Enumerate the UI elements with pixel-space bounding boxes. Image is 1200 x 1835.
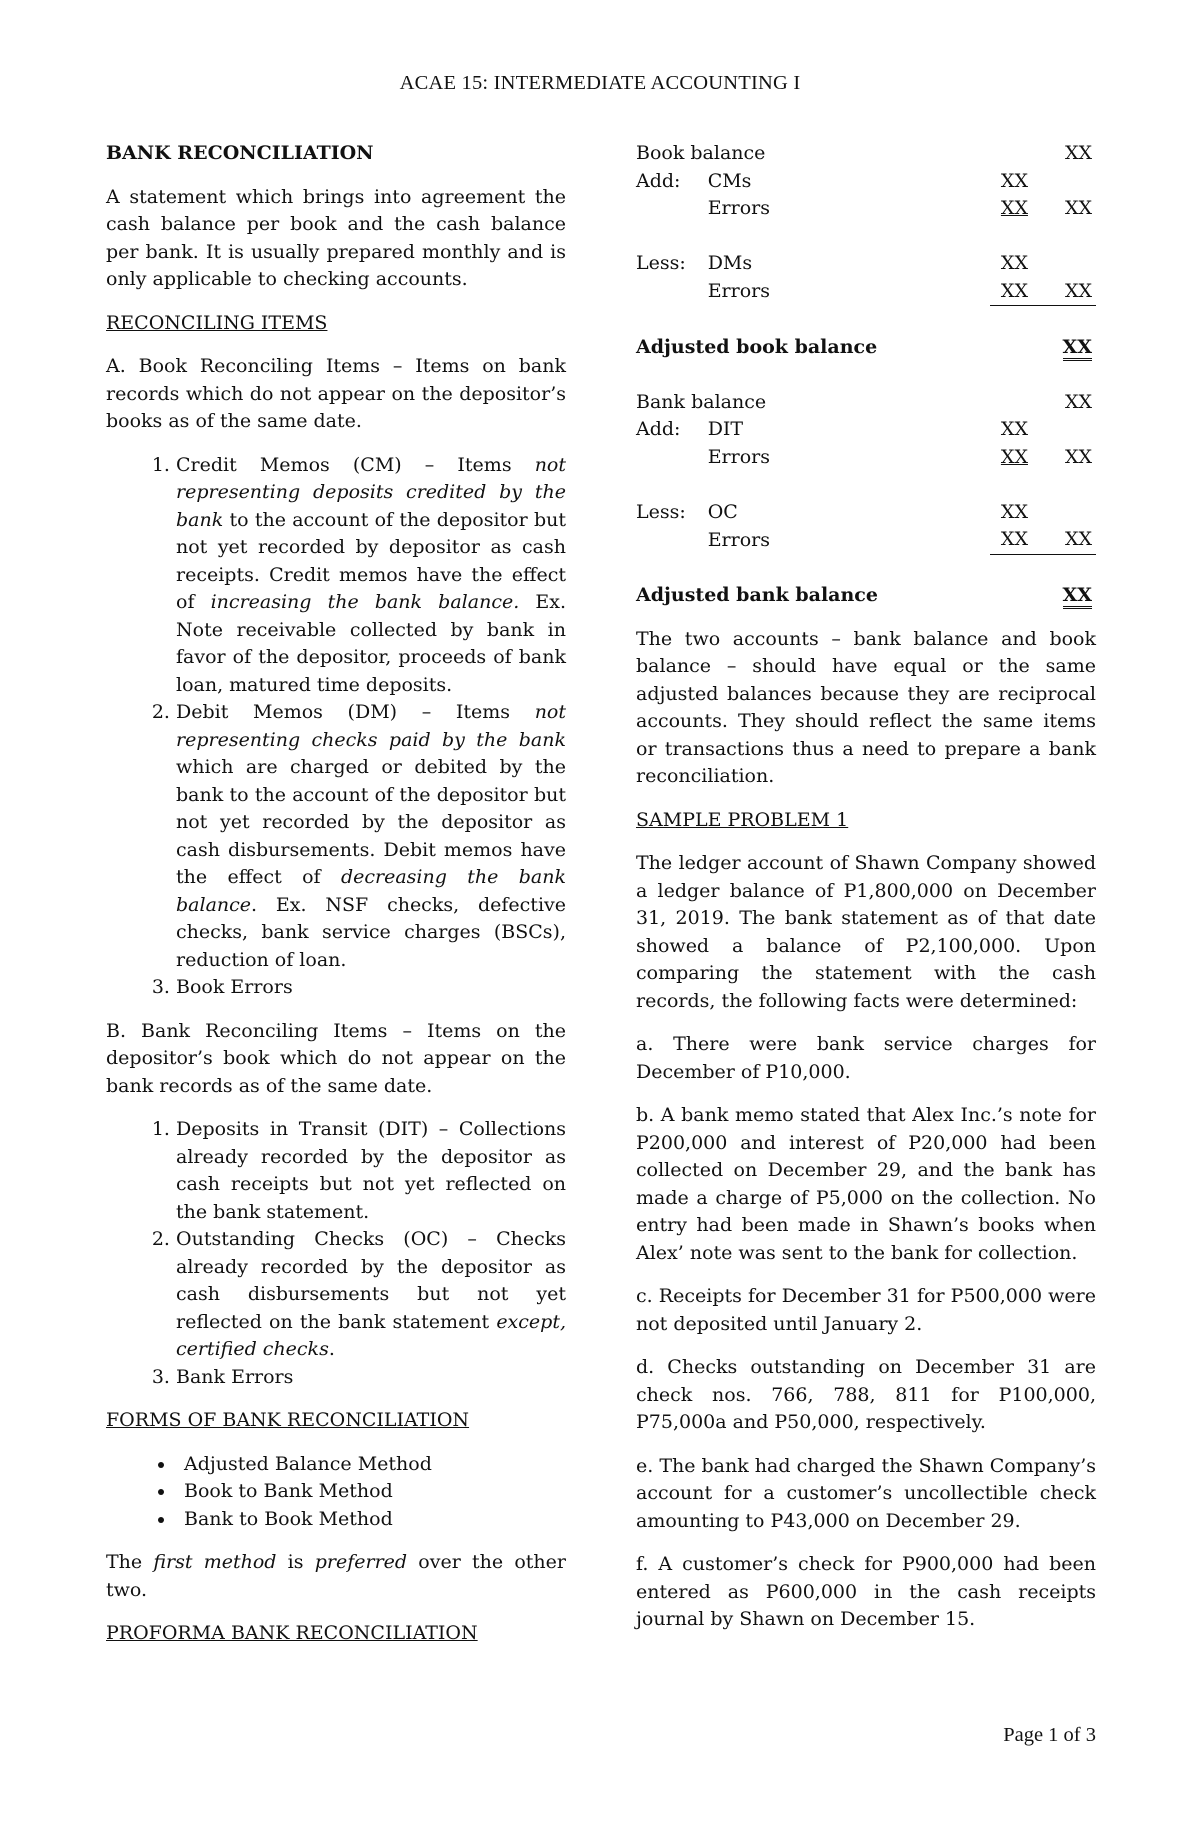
forms-list bbox=[106, 1451, 566, 1534]
table-row: Add: CMs XX bbox=[636, 169, 1028, 192]
reciprocal-accounts-paragraph: The two accounts – bank balance and book balance – should have equal or the same adjusted balances because they are reciprocal accounts. They should reflect the same items or transactions thus a need to prepare a bank reconciliation. bbox=[636, 627, 1096, 787]
book-reconciling-paragraph: A. Book Reconciling Items – Items on bank records which do not appear on the depositor’s books as of the same date. bbox=[106, 355, 566, 432]
proforma-table bbox=[636, 140, 1096, 610]
bank-reconciling-list bbox=[106, 1116, 566, 1391]
list-item-bank-errors: 3. Bank Errors bbox=[176, 1364, 566, 1392]
sample-problem-heading: SAMPLE PROBLEM 1 bbox=[636, 808, 849, 831]
table-row: Book balance XX bbox=[636, 140, 1096, 168]
table-row: Less: OC XX bbox=[636, 500, 1028, 523]
adjusted-book-balance-label: Adjusted book balance bbox=[636, 335, 878, 358]
bank-balance-label: Bank balance bbox=[636, 390, 767, 413]
list-item-deposits-in-transit: 1. Deposits in Transit (DIT) – Collections already recorded by the depositor as cash receipts but not yet reflected on the bank statement. bbox=[176, 1116, 566, 1226]
right-column bbox=[636, 140, 1096, 1650]
proforma-heading: PROFORMA BANK RECONCILIATION bbox=[106, 1622, 478, 1644]
problem-item-f: f. A customer’s check for P900,000 had been entered as P600,000 in the cash receipts journal by Shawn on December 15. bbox=[636, 1553, 1096, 1630]
table-row: Errors XX XX bbox=[636, 526, 1096, 554]
forms-heading: FORMS OF BANK RECONCILIATION bbox=[106, 1409, 470, 1431]
table-row: Less: DMs XX bbox=[636, 252, 1028, 274]
book-reconciling-list bbox=[106, 452, 566, 1002]
table-row: Bank balance XX bbox=[636, 389, 1096, 417]
table-row: Adjusted bank balance XX bbox=[636, 582, 1096, 610]
intro-paragraph: A statement which brings into agreement the cash balance per book and the cash balance per bank. It is usually prepared monthly and is only applicable to checking accounts. bbox=[106, 185, 566, 290]
list-item-credit-memos: 1. Credit Memos (CM) – Items not representing deposits credited by the bank to the account of the depositor but not yet recorded by depositor as cash receipts. Credit memos have the effect of increasing the bank balance. Ex. Note receivable collected by bank in favor of the depositor, proceeds of bank loan, matured time deposits. bbox=[176, 452, 566, 700]
preferred-method-paragraph: The first method is preferred over the other two. bbox=[106, 1551, 566, 1601]
page-number: Page 1 of 3 bbox=[1003, 1724, 1096, 1746]
table-row: Errors XX XX bbox=[636, 278, 1096, 306]
list-item-outstanding-checks: 2. Outstanding Checks (OC) – Checks already recorded by the depositor as cash disbursements but not yet reflected on the bank statement except, certified checks. bbox=[176, 1226, 566, 1364]
book-balance-label: Book balance bbox=[636, 142, 766, 164]
left-column bbox=[106, 140, 566, 1664]
table-row: Adjusted book balance XX bbox=[636, 334, 1096, 362]
problem-item-a: a. There were bank service charges for December of P10,000. bbox=[636, 1033, 1096, 1083]
problem-item-b: b. A bank memo stated that Alex Inc.’s note for P200,000 and interest of P20,000 had been collected on December 29, and the bank has made a charge of P5,000 on the collection. No entry had been made in Shawn’s books when Alex’ note was sent to the bank for collection. bbox=[636, 1104, 1096, 1264]
problem-item-d: d. Checks outstanding on December 31 are check nos. 766, 788, 811 for P100,000, P75,000a and P50,000, respectively. bbox=[636, 1356, 1096, 1433]
problem-item-c: c. Receipts for December 31 for P500,000 were not deposited until January 2. bbox=[636, 1285, 1096, 1335]
list-item: • Bank to Book Method bbox=[176, 1506, 566, 1534]
table-row: Add: DIT XX bbox=[636, 418, 1028, 440]
list-item: • Book to Bank Method bbox=[176, 1478, 566, 1506]
table-row: Errors XX XX bbox=[707, 197, 1092, 219]
table-row: Errors XX XX bbox=[707, 445, 1092, 468]
bank-reconciling-paragraph: B. Bank Reconciling Items – Items on the depositor’s book which do not appear on the bank records as of the same date. bbox=[106, 1019, 566, 1097]
reconciling-items-heading: RECONCILING ITEMS bbox=[106, 311, 328, 334]
problem-item-e: e. The bank had charged the Shawn Company’s account for a customer’s uncollectible check amounting to P43,000 on December 29. bbox=[636, 1454, 1096, 1532]
sample-problem-intro: The ledger account of Shawn Company showed a ledger balance of P1,800,000 on December 31, 2019. The bank statement as of that date showed a balance of P2,100,000. Upon comparing the statement with the cash records, the following facts were determined: bbox=[636, 852, 1096, 1012]
section-title: BANK RECONCILIATION bbox=[106, 142, 374, 164]
list-item-book-errors: 3. Book Errors bbox=[176, 974, 566, 1002]
page-header: ACAE 15: INTERMEDIATE ACCOUNTING I bbox=[399, 72, 801, 94]
list-item: • Adjusted Balance Method bbox=[176, 1451, 566, 1479]
adjusted-bank-balance-label: Adjusted bank balance bbox=[636, 584, 878, 606]
list-item-debit-memos: 2. Debit Memos (DM) – Items not representing checks paid by the bank which are charged or debited by the bank to the account of the depositor but not yet recorded by the depositor as cash disbursements. Debit memos have the effect of decreasing the bank balance. Ex. NSF checks, defective checks, bank service charges (BSCs), reduction of loan. bbox=[176, 699, 566, 974]
